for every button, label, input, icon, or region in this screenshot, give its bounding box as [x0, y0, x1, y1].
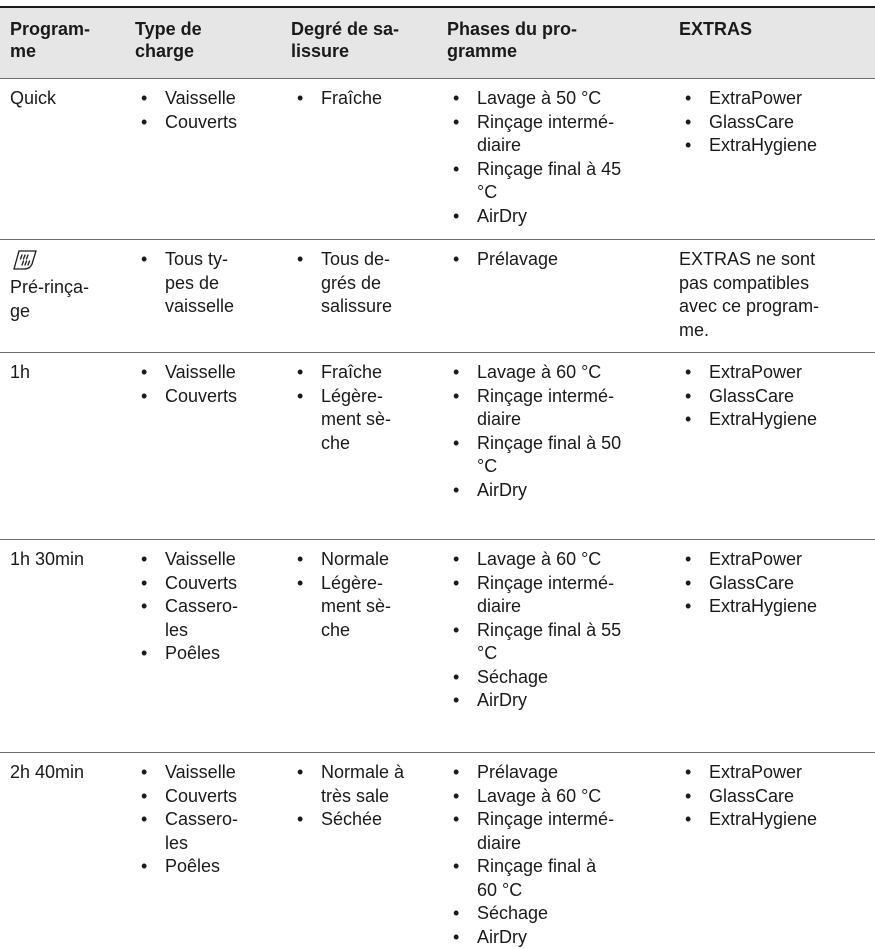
soil-cell — [281, 540, 437, 752]
extras-cell — [669, 353, 875, 539]
soil-item: • Fraîche — [291, 87, 437, 111]
phase-item: • Rinçage final à 50 °C — [447, 432, 669, 479]
extra-item: • ExtraHygiene — [679, 808, 875, 832]
soil-cell — [281, 753, 437, 940]
program-table — [0, 8, 875, 940]
load-item: • Poêles — [135, 642, 281, 666]
load-cell — [125, 79, 281, 239]
table-header-row — [0, 8, 875, 79]
phase-item: • Rinçage intermé- diaire — [447, 808, 669, 855]
soil-item: • Séchée — [291, 808, 437, 832]
phase-item: • Lavage à 60 °C — [447, 785, 669, 809]
extras-cell — [669, 540, 875, 752]
table-row — [0, 79, 875, 240]
extras-note: me. — [679, 319, 875, 343]
phase-item: • Prélavage — [447, 248, 669, 272]
table-row — [0, 240, 875, 353]
header-soil-line: lissure — [291, 40, 437, 62]
phases-cell — [437, 353, 669, 539]
load-item: • Cassero- les — [135, 595, 281, 642]
phase-item: • Rinçage final à 55 °C — [447, 619, 669, 666]
extra-item: • ExtraPower — [679, 548, 875, 572]
header-phases-line: Phases du pro- — [447, 18, 669, 40]
phase-item: • Rinçage intermé- diaire — [447, 111, 669, 158]
header-load-line: Type de — [135, 18, 281, 40]
table-row — [0, 753, 875, 940]
load-item: • Couverts — [135, 785, 281, 809]
phase-item: • AirDry — [447, 479, 669, 503]
phase-item: • AirDry — [447, 689, 669, 713]
phase-item: • Rinçage intermé- diaire — [447, 385, 669, 432]
extras-cell — [669, 79, 875, 239]
extras-cell — [669, 753, 875, 940]
header-extras — [669, 8, 875, 78]
load-cell — [125, 753, 281, 940]
load-item: • Vaisselle — [135, 548, 281, 572]
extra-item: • ExtraPower — [679, 87, 875, 111]
program-cell — [0, 353, 125, 539]
extras-note: pas compatibles — [679, 272, 875, 296]
soil-item: • Tous de- grés de salissure — [291, 248, 437, 319]
load-item: • Cassero- les — [135, 808, 281, 855]
program-name: Pré-rinça- — [10, 276, 125, 300]
soil-cell — [281, 353, 437, 539]
program-cell — [0, 240, 125, 352]
header-phases — [437, 8, 669, 78]
header-program-line: me — [10, 40, 125, 62]
extras-note: EXTRAS ne sont — [679, 248, 875, 272]
phase-item: • Séchage — [447, 902, 669, 926]
phase-item: • Rinçage final à 45 °C — [447, 158, 669, 205]
load-item: • Poêles — [135, 855, 281, 879]
load-item: • Couverts — [135, 111, 281, 135]
program-cell — [0, 540, 125, 752]
header-program-line: Program- — [10, 18, 125, 40]
load-item: • Couverts — [135, 572, 281, 596]
load-item: • Vaisselle — [135, 361, 281, 385]
header-program — [0, 8, 125, 78]
extras-cell — [669, 240, 875, 352]
prerinse-icon — [10, 248, 40, 272]
extra-item: • ExtraHygiene — [679, 595, 875, 619]
extra-item: • ExtraHygiene — [679, 408, 875, 432]
phases-cell — [437, 240, 669, 352]
extra-item: • ExtraHygiene — [679, 134, 875, 158]
extra-item: • GlassCare — [679, 385, 875, 409]
program-name: Quick — [10, 87, 125, 111]
phases-cell — [437, 753, 669, 940]
extra-item: • ExtraPower — [679, 761, 875, 785]
phase-item: • Rinçage intermé- diaire — [447, 572, 669, 619]
program-name: 1h — [10, 361, 125, 385]
extra-item: • ExtraPower — [679, 361, 875, 385]
extra-item: • GlassCare — [679, 785, 875, 809]
header-load-type — [125, 8, 281, 78]
load-item: • Vaisselle — [135, 87, 281, 111]
extra-item: • GlassCare — [679, 111, 875, 135]
soil-cell — [281, 240, 437, 352]
soil-item: • Normale à très sale — [291, 761, 437, 808]
phase-item: • Rinçage final à 60 °C — [447, 855, 669, 902]
phase-item: • Séchage — [447, 666, 669, 690]
program-name: 1h 30min — [10, 548, 125, 572]
soil-item: • Normale — [291, 548, 437, 572]
soil-item: • Légère- ment sè- che — [291, 385, 437, 456]
extras-note: avec ce program- — [679, 295, 875, 319]
load-item: • Vaisselle — [135, 761, 281, 785]
phase-item: • AirDry — [447, 205, 669, 229]
phase-item: • Lavage à 60 °C — [447, 361, 669, 385]
load-cell — [125, 540, 281, 752]
header-phases-line: gramme — [447, 40, 669, 62]
phase-item: • Lavage à 60 °C — [447, 548, 669, 572]
program-name: ge — [10, 300, 125, 324]
header-extras-line: EXTRAS — [679, 18, 875, 40]
table-row — [0, 540, 875, 753]
header-soil-level — [281, 8, 437, 78]
soil-item: • Fraîche — [291, 361, 437, 385]
load-item: • Tous ty- pes de vaisselle — [135, 248, 281, 319]
program-name: 2h 40min — [10, 761, 125, 785]
header-soil-line: Degré de sa- — [291, 18, 437, 40]
phases-cell — [437, 79, 669, 239]
phases-cell — [437, 540, 669, 752]
load-item: • Couverts — [135, 385, 281, 409]
program-cell — [0, 753, 125, 940]
table-row — [0, 353, 875, 540]
soil-item: • Légère- ment sè- che — [291, 572, 437, 643]
phase-item: • Lavage à 50 °C — [447, 87, 669, 111]
phase-item: • AirDry — [447, 926, 669, 949]
load-cell — [125, 240, 281, 352]
program-cell — [0, 79, 125, 239]
phase-item: • Prélavage — [447, 761, 669, 785]
soil-cell — [281, 79, 437, 239]
load-cell — [125, 353, 281, 539]
header-load-line: charge — [135, 40, 281, 62]
extra-item: • GlassCare — [679, 572, 875, 596]
